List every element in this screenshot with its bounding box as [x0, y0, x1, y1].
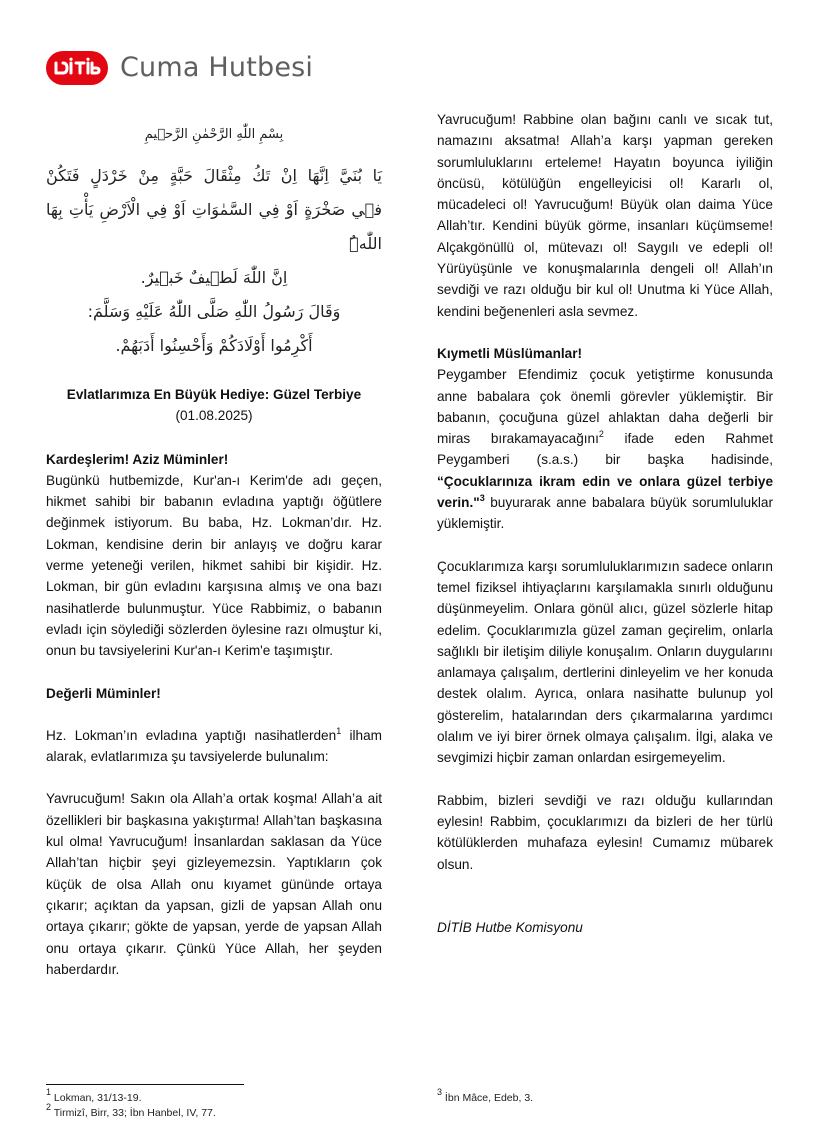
arabic-line-2: ف۪ي صَخْرَةٍ اَوْ فِي السَّمٰوَاتِ اَوْ فِي الْاَرْضِ يَأْتِ بِهَا اللّٰهُۜ — [46, 200, 382, 254]
paragraph-text: buyurarak anne babalara büyük sorumluluklar yüklemiştir. — [437, 495, 773, 532]
arabic-line-1: يَا بُنَيَّ اِنَّهَا اِنْ تَكُ مِثْقَالَ حَبَّةٍ مِنْ خَرْدَلٍ فَتَكُنْ — [46, 166, 382, 186]
section-heading-kiymetli: Kıymetli Müslümanlar! — [437, 345, 583, 361]
paragraph-intro: Bugünkü hutbemizde, Kur'an-ı Kerim'de adı geçen, hikmet sahibi bir babanın evladına yaptığı öğütlere değinmek istiyorum. Bu baba, Hz. Lokman’dır. Hz. Lokman, kendisine derin bir anlayış ve doğru karar verme yeteneği verilen, hikmet sahibi bir kişidir. Hz. Lokman, bir gün evladını karşısına almış ve ona bazı nasihatlerde bulunmuştur. Yüce Rabbimiz, o babanın evladı için söylediği sözlerden öylesine razı olmuştur ki, onun bu tavsiyelerini Kur'an-ı Kerim'e taşımıştır. — [46, 472, 382, 659]
paragraph-text: ilham alarak, evlatlarımıza şu tavsiyelerde bulunalım: — [46, 727, 382, 765]
footnote-text: Tirmizî, Birr, 33; İbn Hanbel, IV, 77. — [51, 1107, 216, 1119]
footnote-number: 1 — [46, 1087, 52, 1097]
footnote-3 — [437, 1087, 534, 1106]
footnote-ref-1: 1 — [336, 725, 342, 736]
footnote-number: 2 — [46, 1102, 52, 1112]
basmala-text: بِسْمِ اللّٰهِ الرَّحْمٰنِ الرَّح۪يمِ — [144, 127, 284, 142]
footnote-divider — [46, 1084, 244, 1085]
arabic-verse-block — [46, 124, 382, 363]
paragraph-text: Peygamber Efendimiz çocuk yetiştirme konusunda anne babalara çok önemli görevler yüklemiştir. Bir babanın, çocuğuna güzel ahlaktan daha değerli bir miras bırakamayacağını — [437, 367, 773, 447]
paragraph-advice-1: Yavrucuğum! Sakın ola Allah’a ortak koşma! Allah’a ait özellikleri bir başkasına yakıştırma! Allah’tan başkasına kul olma! Yavrucuğum! İnsanlardan saklasan da Yüce Allah’tan hiçbir şeyi gizleyemezsin. Yaptıkların çok küçük de olsa Allah onu kıyamet gününde ortaya çıkarır; açıktan da yapsan, gizli de yapsan Allah onu ortaya çıkarır; gökte de yapsan, yerde de yapsan Allah onu ortaya çıkarır. Çünkü Yüce Allah, her şeyden haberdardır. — [46, 791, 382, 977]
arabic-line-3: اِنَّ اللّٰهَ لَط۪يفٌ خَب۪يرٌ. — [140, 268, 288, 288]
left-column — [46, 110, 382, 1001]
paragraph-nasihat-intro — [46, 725, 382, 768]
paragraph-text: ifade eden Rahmet Peygamberi (s.a.s.) bir başka hadisinde, — [437, 431, 773, 468]
footnote-2 — [46, 1102, 216, 1121]
sermon-title: Evlatlarımıza En Büyük Hediye: Güzel Terbiye — [66, 387, 362, 403]
section-heading-degerli: Değerli Müminler! — [46, 685, 161, 701]
header — [46, 48, 313, 88]
paragraph-prayer: Rabbim, bizleri sevdiği ve razı olduğu kullarından eylesin! Rabbim, çocuklarımızı da bizleri de her türlü kötülüklerden muhafaza eylesin! Cumamız mübarek olsun. — [437, 792, 773, 872]
paragraph-responsibilities: Çocuklarımıza karşı sorumluluklarımızın sadece onların temel fiziksel ihtiyaçlarını karşılamakla sınırlı olduğunu düşünmeyelim. Onlara gönül alıcı, güzel sözlerle hitap edelim. Çocuklarımızla güzel zaman geçirelim, onlarla sağlıklı bir iletişim diliyle konuşalım. Onların duygularını anlamaya çalışalım, dertlerini dinleyelim ve her konuda destek olalım. Ayrıca, onlara nasihatte bulunup yol gösterelim, hatalarından ders çıkarmalarına yardımcı olalım ve iyi birer örnek olmaya çalışalım. İlgi, alaka ve sevgimizi hiçbir zaman onlardan esirgemeyelim. — [437, 558, 773, 766]
paragraph-text: Hz. Lokman’ın evladına yaptığı nasihatlerden — [46, 727, 337, 743]
signature: DİTİB Hutbe Komisyonu — [437, 919, 583, 935]
footnote-number: 3 — [437, 1087, 443, 1097]
hadith-quote: “Çocuklarınıza ikram edin ve onlara güzel terbiye verin." — [437, 473, 773, 511]
arabic-line-4: وَقَالَ رَسُولُ اللّٰهِ صَلَّى اللّٰهُ عَلَيْهِ وَسَلَّمَ: — [87, 302, 341, 322]
section-heading-kardeslerim: Kardeşlerim! Aziz Müminler! — [46, 451, 229, 467]
footnote-ref-2: 2 — [598, 429, 604, 440]
arabic-line-5: أَكْرِمُوا أَوْلَادَكُمْ وَأَحْسِنُوا أَدَبَهُمْ. — [115, 336, 313, 356]
footnote-1 — [46, 1087, 142, 1106]
footnote-text: Lokman, 31/13-19. — [51, 1092, 142, 1104]
ditib-logo — [46, 51, 108, 85]
ditib-logo-mark-icon — [52, 57, 102, 79]
footnote-text: İbn Mâce, Edeb, 3. — [442, 1092, 534, 1104]
footnote-ref-3: 3 — [479, 493, 485, 504]
paragraph-advice-2: Yavrucuğum! Rabbine olan bağını canlı ve sıcak tut, namazını aksatma! Allah’a karşı yapman gereken sorumluluklarını erteleme! Hayatın boyunca iyiliğin öncüsü, kötülüğün engelleyicisi ol! Kararlı ol, mücadeleci ol! Yavrucuğum! Büyük olan daima Yüce Allah’tır. Kendini büyük görme, insanları küçümseme! Alçakgönüllü ol, mütevazı ol! Saygılı ve edepli ol! Yürüyüşünle ve konuşmalarınla dengeli ol! Allah’ın sevdiği ve razı olduğu bir kul ol! Unutma ki Yüce Allah, kendini beğenenleri asla sevmez. — [437, 112, 773, 319]
header-title: Cuma Hutbesi — [120, 52, 314, 84]
right-column — [437, 109, 773, 959]
sermon-date: (01.08.2025) — [175, 408, 253, 424]
paragraph-prophet — [437, 364, 773, 534]
